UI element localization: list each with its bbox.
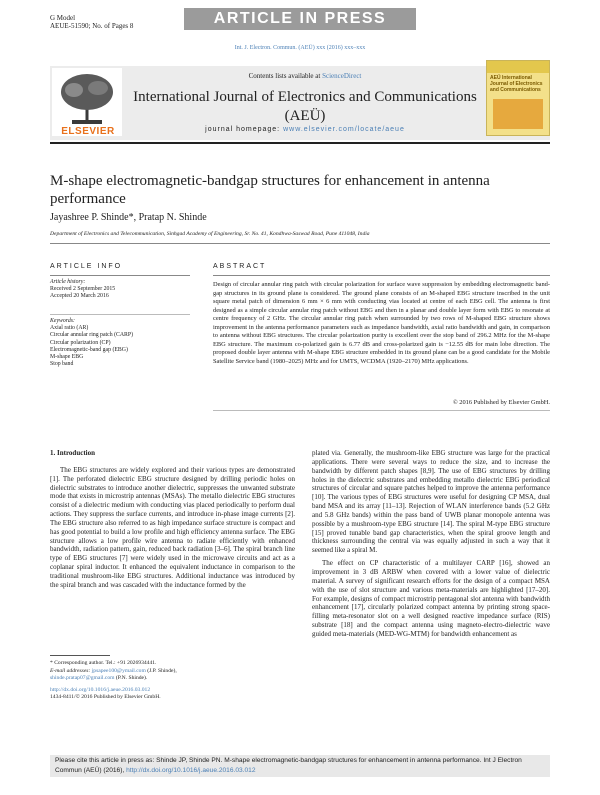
footnote-block (50, 660, 300, 702)
body-paragraph: plated via. Generally, the mushroom-like EBG structure was large for the practical applications. There were several ways to reduce the size, and to increase the bandwidth by different patch shapes [8,9]. The use of EBG structures by drilling holes in the dielectric substrates and embedding metallo dielectric EBG periodical structures of circular and square patches helped to improve the antenna performance [10]. The various types of EBG structures were useful for designing CP MSA, dual band MSA and its array [11–13]. Rejection of WLAN interference bands (5.2 GHz and 5.8 GHz bands) within the pass band of UWB planar monopole antenna was possible by a mushroom-type EBG structure [14]. The spiral M-type EBG structure [15] proved tunable band gap characteristics, when the spiral groove length and thickness surrounding the central via was equally adjusted in such a way that it seemed like a spiral M. (312, 449, 550, 555)
email-label: E-mail addresses: (50, 667, 92, 674)
citation-box (50, 755, 550, 777)
cover-title: AEÜ International Journal of Electronics and Communications (490, 75, 543, 93)
keyword-item: M-shape EBG (50, 354, 84, 361)
section-heading: 1. Introduction (50, 449, 95, 457)
keyword-item: Axial ratio (AR) (50, 325, 89, 332)
homepage-label: journal homepage: (205, 126, 284, 133)
keyword-item: Circular annular ring patch (CARP) (50, 332, 134, 339)
doi-link[interactable]: http://dx.doi.org/10.1016/j.aeue.2016.03.012 (50, 686, 151, 693)
abstract-rule (213, 275, 550, 276)
journal-cover-image (486, 60, 550, 136)
keywords-rule (50, 314, 190, 315)
article-info-rule (50, 275, 190, 276)
journal-homepage (130, 126, 480, 133)
journal-title: International Journal of Electronics and Communications (AEÜ) (133, 89, 477, 124)
homepage-link[interactable]: www.elsevier.com/locate/aeue (283, 126, 405, 133)
body-column-right (312, 449, 550, 639)
publisher-name: ELSEVIER (61, 126, 115, 137)
abstract-text: Design of circular annular ring patch with circular polarization for surface wave suppression by embedding electromagnetic band-gap structures in its ground plane is considered. The ground plane consists of an M-shaped EBG structure inscribed in the unit square metal patch of dimension 6 mm × 6 mm with conducting vias located at centre of each EBG cell. The antenna is first designed as a simple circular annular ring patch without EBG and then in a planar and double layer form with EBG to resonate at centre frequency of 2 GHz. The circular annular ring patch when surrounded by two rows of M-shaped EBG structure shows improvement in the antenna performance parameters such as impedance bandwidth, axial ratio bandwidth and gain, in comparison to antenna without EBG structures. The circular polarization purity is excellent over the stop band of 296.2 MHz for the M-shape EBG structure. The maximum co-polarized gain is 6.77 dB and cross-polarized gain is −12.55 dB for main lobe direction. The proposed double layer antenna with M-shape EBG structure embedded in its ground plane can be a good candidate for the Mobile Satellite Service band (1980–2025) MHz and for UMTS, WCDMA (1920–2170) MHz applications. (213, 281, 550, 365)
sciencedirect-link[interactable]: ScienceDirect (322, 72, 362, 80)
title-rule (50, 243, 550, 244)
author-affiliation: Department of Electronics and Telecommunication, Sinhgad Academy of Engineering, Sr. No. 41, Kondhwa-Saswad Road, Pune 411048, India (50, 231, 370, 237)
author-list: Jayashree P. Shinde*, Pratap N. Shinde (50, 212, 207, 223)
citation-doi-link[interactable]: http://dx.doi.org/10.1016/j.aeue.2016.03.012 (126, 766, 256, 774)
article-info-heading: ARTICLE INFO (50, 263, 123, 270)
contents-line (130, 72, 480, 80)
body-paragraph: The effect on CP characteristic of a multilayer CARP [16], showed an improvement in 3 dB ARBW when covered with a lower value of dielectric material. A survey of significant research efforts for the design of a compact MSA with the use of slot structure and various meta-materials are highlighted [17–20]. For example, designs of compact microstrip pentagonal slot antenna with bandwidth enhancement [17], circularly polarized compact antenna by printing strong space-filling meta-resonator slot on a well designed reactive impedance surface (RIS) substrate [18] and the compact antenna using magneto-electro-dielectric wave guided meta-materials (MED-WG-MTM) for bandwidth enhancement as (312, 559, 550, 638)
accepted-date: Accepted 20 March 2016 (50, 293, 109, 299)
code-line-1: G Model (50, 14, 76, 22)
history-label: Article history: (50, 279, 86, 285)
code-line-2: AEUE-51590; No. of Pages 8 (50, 22, 134, 30)
article-in-press-banner: ARTICLE IN PRESS (184, 8, 416, 30)
received-date: Received 2 September 2015 (50, 286, 116, 292)
keyword-item: Electromagnetic-band gap (EBG) (50, 346, 128, 353)
email-owner-2: (P.N. Shinde). (114, 675, 148, 681)
email-link-2[interactable]: shinde.pratap07@gmail.com (50, 675, 115, 681)
contents-prefix: Contents lists available at (248, 72, 323, 80)
body-column-left (50, 449, 295, 590)
keywords-block (50, 318, 133, 368)
abstract-bottom-rule (213, 410, 550, 411)
issn-line: 1434-8411/© 2016 Published by Elsevier GmbH. (50, 694, 161, 700)
keyword-item: Stop band (50, 361, 74, 368)
journal-citation-top[interactable]: Int. J. Electron. Commun. (AEÜ) xxx (2016) xxx–xxx (234, 45, 366, 51)
header-rule (50, 142, 550, 144)
keywords-label: Keywords: (50, 318, 75, 324)
article-history (50, 279, 115, 300)
corresponding-author: * Corresponding author. Tel.: +91 2026934441. (50, 660, 157, 666)
article-title: M-shape electromagnetic-bandgap structures for enhancement in antenna performance (50, 173, 490, 207)
email-owner-1: (J.P. Shinde), (145, 667, 177, 674)
abstract-copyright: © 2016 Published by Elsevier GmbH. (452, 399, 550, 406)
manuscript-code (50, 14, 133, 30)
citation-text: Please cite this article in press as: Shinde JP, Shinde PN. M-shape electromagnetic-bandgap structures for enhancement in antenna performance. Int J Electron Commun (AEÜ) (2016), (55, 757, 522, 774)
body-paragraph: The EBG structures are widely explored and their various types are demonstrated [1]. The perforated dielectric EBG structure designed by drilling periodic holes on dielectric substrates to introduce another dielectric, suppresses the unwanted substrate mode that exists in microstrip antennas (MSAs). The metallo dielectric EBG structures consist of a dielectric medium with conducting vias placed periodically to perform dual actions. They suppress the surface currents, and introduce in-phase image currents [2]. The EBG structure also referred to as high impedance surface structure is compact and has good potential to build a low profile and high efficiency antenna surface. The EBG structure allows a low profile wire antenna to radiate efficiently with enhanced bandwidth, radiation pattern, gain, reduced back radiation [3–6]. The spiral branch line type of EBG structures [7] were widely used in the microwave circuits and act as a coplanar spiral inductor. It enhanced the equivalent inductance in comparison to the traditional mushroom-like EBG structures. Additional inductance was introduced by the spiral branch and was cascaded with the inductance formed by the (50, 465, 295, 589)
footnote-rule (50, 655, 110, 656)
abstract-heading: ABSTRACT (213, 263, 267, 270)
email-link-1[interactable]: jpsapee100@ymail.com (91, 667, 146, 674)
keyword-item: Circular polarization (CP) (50, 339, 111, 346)
